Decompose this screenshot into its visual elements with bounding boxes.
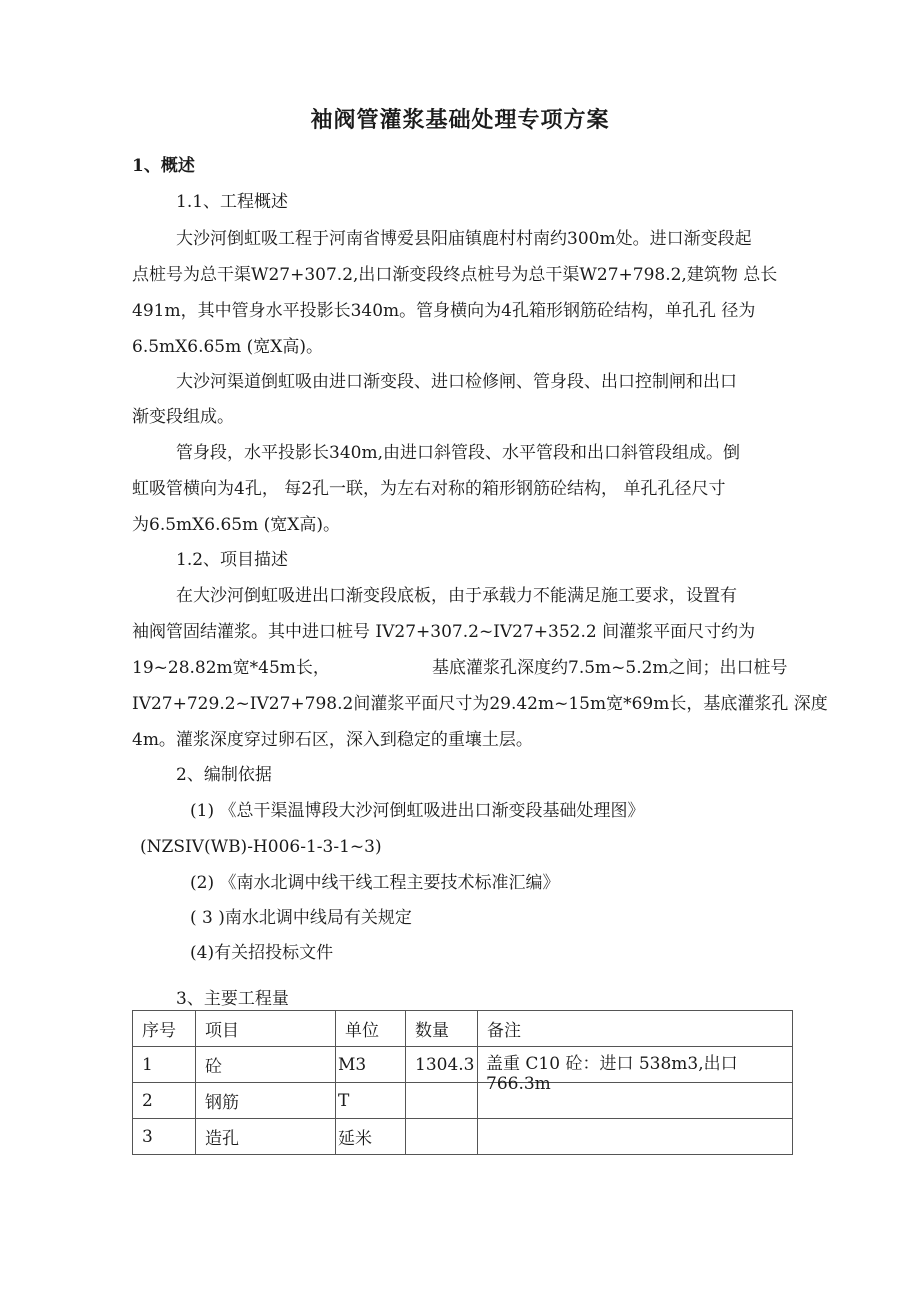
column-header: 备注 xyxy=(478,1011,793,1047)
column-header: 数量 xyxy=(406,1011,478,1047)
paragraph-line: 在大沙河倒虹吸进出口渐变段底板，由于承载力不能满足施工要求，设置有 xyxy=(176,586,737,606)
table-cell: 砼 xyxy=(196,1047,336,1083)
table-cell: 造孔 xyxy=(196,1119,336,1155)
table-cell xyxy=(406,1083,478,1119)
reference-item: (1) 《总干渠温博段大沙河倒虹吸进出口渐变段基础处理图》 xyxy=(190,801,645,821)
section-3-heading: 3、主要工程量 xyxy=(176,989,289,1009)
table-cell: M3 xyxy=(336,1047,406,1083)
table-cell: 2 xyxy=(133,1083,196,1119)
table-cell: 延米 xyxy=(336,1119,406,1155)
table-row xyxy=(133,1047,793,1083)
document-title: 袖阀管灌浆基础处理专项方案 xyxy=(310,107,610,133)
section-1-2-heading: 1.2、项目描述 xyxy=(176,550,289,570)
section-1-1-heading: 1.1、工程概述 xyxy=(176,192,289,212)
paragraph-line: 19~28.82m宽*45m长， xyxy=(132,658,330,678)
column-header: 单位 xyxy=(336,1011,406,1047)
note-text: 盖重 C10 砼：进口 538m3,出口 766.3m xyxy=(486,1053,738,1094)
paragraph-line: 点桩号为总干渠W27+307.2,出口渐变段终点桩号为总干渠W27+798.2,建筑物 总长 xyxy=(132,265,778,285)
table-cell-note xyxy=(478,1047,793,1094)
reference-item: (2) 《南水北调中线干线工程主要技术标准汇编》 xyxy=(190,873,560,893)
paragraph-line: 6.5mX6.65m (宽X高)。 xyxy=(132,337,324,357)
paragraph-line: 为6.5mX6.65m (宽X高)。 xyxy=(132,515,341,535)
table-cell xyxy=(478,1119,793,1155)
reference-item: (4)有关招投标文件 xyxy=(190,943,334,963)
paragraph-line: 基底灌浆孔深度约7.5m~5.2m之间；出口桩号 xyxy=(432,658,788,678)
table-cell xyxy=(406,1119,478,1155)
section-2-heading: 2、编制依据 xyxy=(176,765,272,785)
column-header: 序号 xyxy=(133,1011,196,1047)
table-row xyxy=(133,1119,793,1155)
table-header-row xyxy=(133,1011,793,1047)
reference-item: (NZSIV(WB)-H006-1-3-1~3) xyxy=(140,837,382,857)
table-cell: T xyxy=(336,1083,406,1119)
paragraph-line: 大沙河倒虹吸工程于河南省博爱县阳庙镇鹿村村南约300m处。进口渐变段起 xyxy=(176,229,752,249)
paragraph-line: 大沙河渠道倒虹吸由进口渐变段、进口检修闸、管身段、出口控制闸和出口 xyxy=(176,372,737,392)
paragraph-line: 管身段，水平投影长340m,由进口斜管段、水平管段和出口斜管段组成。倒 xyxy=(176,443,740,463)
paragraph-line: 袖阀管固结灌浆。其中进口桩号 IV27+307.2~IV27+352.2 间灌浆平面尺寸约为 xyxy=(132,622,756,642)
table-cell: 1 xyxy=(133,1047,196,1083)
paragraph-line: 4m。灌浆深度穿过卵石区，深入到稳定的重壤土层。 xyxy=(132,730,533,750)
quantities-table xyxy=(132,1010,793,1155)
paragraph-line: 虹吸管横向为4孔， 每2孔一联，为左右对称的箱形钢筋砼结构， 单孔孔径尺寸 xyxy=(132,479,726,499)
column-header: 项目 xyxy=(196,1011,336,1047)
paragraph-line: IV27+729.2~IV27+798.2间灌浆平面尺寸为29.42m~15m宽*69m长，基底灌浆孔 深度 xyxy=(132,694,828,714)
paragraph-line: 491m，其中管身水平投影长340m。管身横向为4孔箱形钢筋砼结构，单孔孔 径为 xyxy=(132,301,756,321)
table-cell: 3 xyxy=(133,1119,196,1155)
table-cell: 1304.3 xyxy=(406,1047,478,1083)
paragraph-line: 渐变段组成。 xyxy=(132,407,234,427)
table-cell: 钢筋 xyxy=(196,1083,336,1119)
reference-item: ( 3 )南水北调中线局有关规定 xyxy=(190,908,412,928)
section-1-heading: 1、概述 xyxy=(132,156,195,176)
table-row xyxy=(133,1083,793,1119)
